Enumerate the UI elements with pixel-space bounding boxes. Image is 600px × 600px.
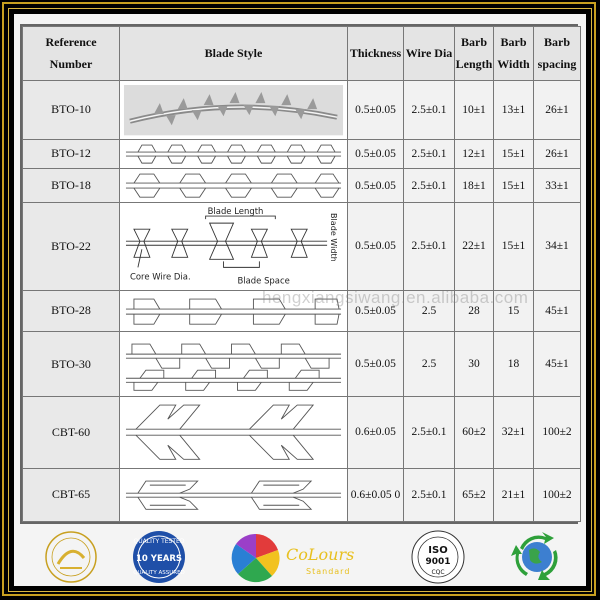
spec-table <box>22 26 581 522</box>
wire-dia-cell: 2.5 <box>404 290 455 331</box>
company-seal-logo <box>36 528 106 586</box>
barb-spacing-cell: 100±2 <box>534 468 581 521</box>
blade-diagram-cbt65 <box>120 468 348 521</box>
thickness-cell: 0.5±0.05 <box>348 203 404 290</box>
ref-cell: BTO-30 <box>23 331 120 396</box>
colours-brand-text: CoLours <box>286 545 355 564</box>
thickness-cell: 0.5±0.05 <box>348 331 404 396</box>
barb-length-cell: 10±1 <box>455 80 494 139</box>
colours-standard-text: Standard <box>306 567 351 576</box>
barb-width-cell: 18 <box>494 331 534 396</box>
blade-length-label: Blade Length <box>207 207 264 218</box>
iso-number-text: 9001 <box>425 557 451 567</box>
barb-width-cell: 15±1 <box>494 139 534 168</box>
barb-length-cell: 12±1 <box>455 139 494 168</box>
ten-years-text: 10 YEARS <box>136 554 182 564</box>
barb-spacing-cell: 26±1 <box>534 80 581 139</box>
barb-length-cell: 60±2 <box>455 397 494 468</box>
core-wire-label: Core Wire Dia. <box>129 272 191 283</box>
barb-spacing-cell: 45±1 <box>534 331 581 396</box>
colours-standard-logo <box>228 528 378 586</box>
barb-width-cell: 21±1 <box>494 468 534 521</box>
barb-length-cell: 30 <box>455 331 494 396</box>
table-row <box>23 331 581 396</box>
table-row <box>23 290 581 331</box>
table-row <box>23 468 581 521</box>
header-reference: Reference Number <box>23 27 120 81</box>
barb-length-cell: 65±2 <box>455 468 494 521</box>
barb-spacing-cell: 45±1 <box>534 290 581 331</box>
certification-logos <box>14 528 586 586</box>
ref-cell: BTO-12 <box>23 139 120 168</box>
header-row <box>23 27 581 81</box>
ref-cell: BTO-28 <box>23 290 120 331</box>
thickness-cell: 0.6±0.05 <box>348 397 404 468</box>
barb-width-cell: 13±1 <box>494 80 534 139</box>
header-blade-style: Blade Style <box>120 27 348 81</box>
table-row <box>23 139 581 168</box>
cqc-text: CQC <box>431 569 445 576</box>
quality-tested-text: QUALITY TESTED <box>133 538 185 545</box>
ref-cell: BTO-10 <box>23 80 120 139</box>
ref-cell: BTO-18 <box>23 169 120 203</box>
barb-length-cell: 22±1 <box>455 203 494 290</box>
thickness-cell: 0.5±0.05 <box>348 80 404 139</box>
table-row <box>23 203 581 290</box>
thickness-cell: 0.5±0.05 <box>348 139 404 168</box>
barb-width-cell: 15 <box>494 290 534 331</box>
blade-diagram-bto30 <box>120 331 348 396</box>
wire-dia-cell: 2.5±0.1 <box>404 468 455 521</box>
header-barb-length: Barb Length <box>455 27 494 81</box>
blade-diagram-bto28 <box>120 290 348 331</box>
blade-diagram-bto18 <box>120 169 348 203</box>
header-barb-spacing: Barb spacing <box>534 27 581 81</box>
blade-diagram-cbt60 <box>120 397 348 468</box>
barb-length-cell: 18±1 <box>455 169 494 203</box>
ref-cell: CBT-65 <box>23 468 120 521</box>
quality-assured-text: QUALITY ASSURED <box>133 570 185 576</box>
spec-table-container <box>20 24 578 524</box>
iso-9001-logo <box>406 528 470 586</box>
blade-width-label: Blade Width <box>329 213 339 262</box>
thickness-cell: 0.6±0.05 0 <box>348 468 404 521</box>
iso-text: ISO <box>428 545 448 556</box>
wire-dia-cell: 2.5±0.1 <box>404 139 455 168</box>
ref-cell: BTO-22 <box>23 203 120 290</box>
wire-dia-cell: 2.5±0.1 <box>404 80 455 139</box>
wire-dia-cell: 2.5±0.1 <box>404 397 455 468</box>
thickness-cell: 0.5±0.05 <box>348 169 404 203</box>
table-row <box>23 169 581 203</box>
quality-10-years-badge <box>124 528 194 586</box>
color-wheel-icon <box>232 534 280 582</box>
barb-width-cell: 15±1 <box>494 169 534 203</box>
blade-diagram-bto12 <box>120 139 348 168</box>
barb-spacing-cell: 100±2 <box>534 397 581 468</box>
ref-cell: CBT-60 <box>23 397 120 468</box>
barb-spacing-cell: 33±1 <box>534 169 581 203</box>
recycle-globe-logo <box>502 528 572 586</box>
watermark: hengxiangsiwang.en.alibaba.com <box>262 288 529 307</box>
wire-dia-cell: 2.5±0.1 <box>404 169 455 203</box>
blade-image-photo <box>120 80 348 139</box>
barb-spacing-cell: 26±1 <box>534 139 581 168</box>
header-thickness: Thickness <box>348 27 404 81</box>
barb-width-cell: 15±1 <box>494 203 534 290</box>
barb-length-cell: 28 <box>455 290 494 331</box>
blade-space-label: Blade Space <box>237 276 290 287</box>
thickness-cell: 0.5±0.05 <box>348 290 404 331</box>
table-row <box>23 80 581 139</box>
wire-dia-cell: 2.5 <box>404 331 455 396</box>
table-row <box>23 397 581 468</box>
header-wire-dia: Wire Dia <box>404 27 455 81</box>
barb-width-cell: 32±1 <box>494 397 534 468</box>
wire-dia-cell: 2.5±0.1 <box>404 203 455 290</box>
header-barb-width: Barb Width <box>494 27 534 81</box>
barb-spacing-cell: 34±1 <box>534 203 581 290</box>
blade-diagram-bto22 <box>120 203 348 290</box>
